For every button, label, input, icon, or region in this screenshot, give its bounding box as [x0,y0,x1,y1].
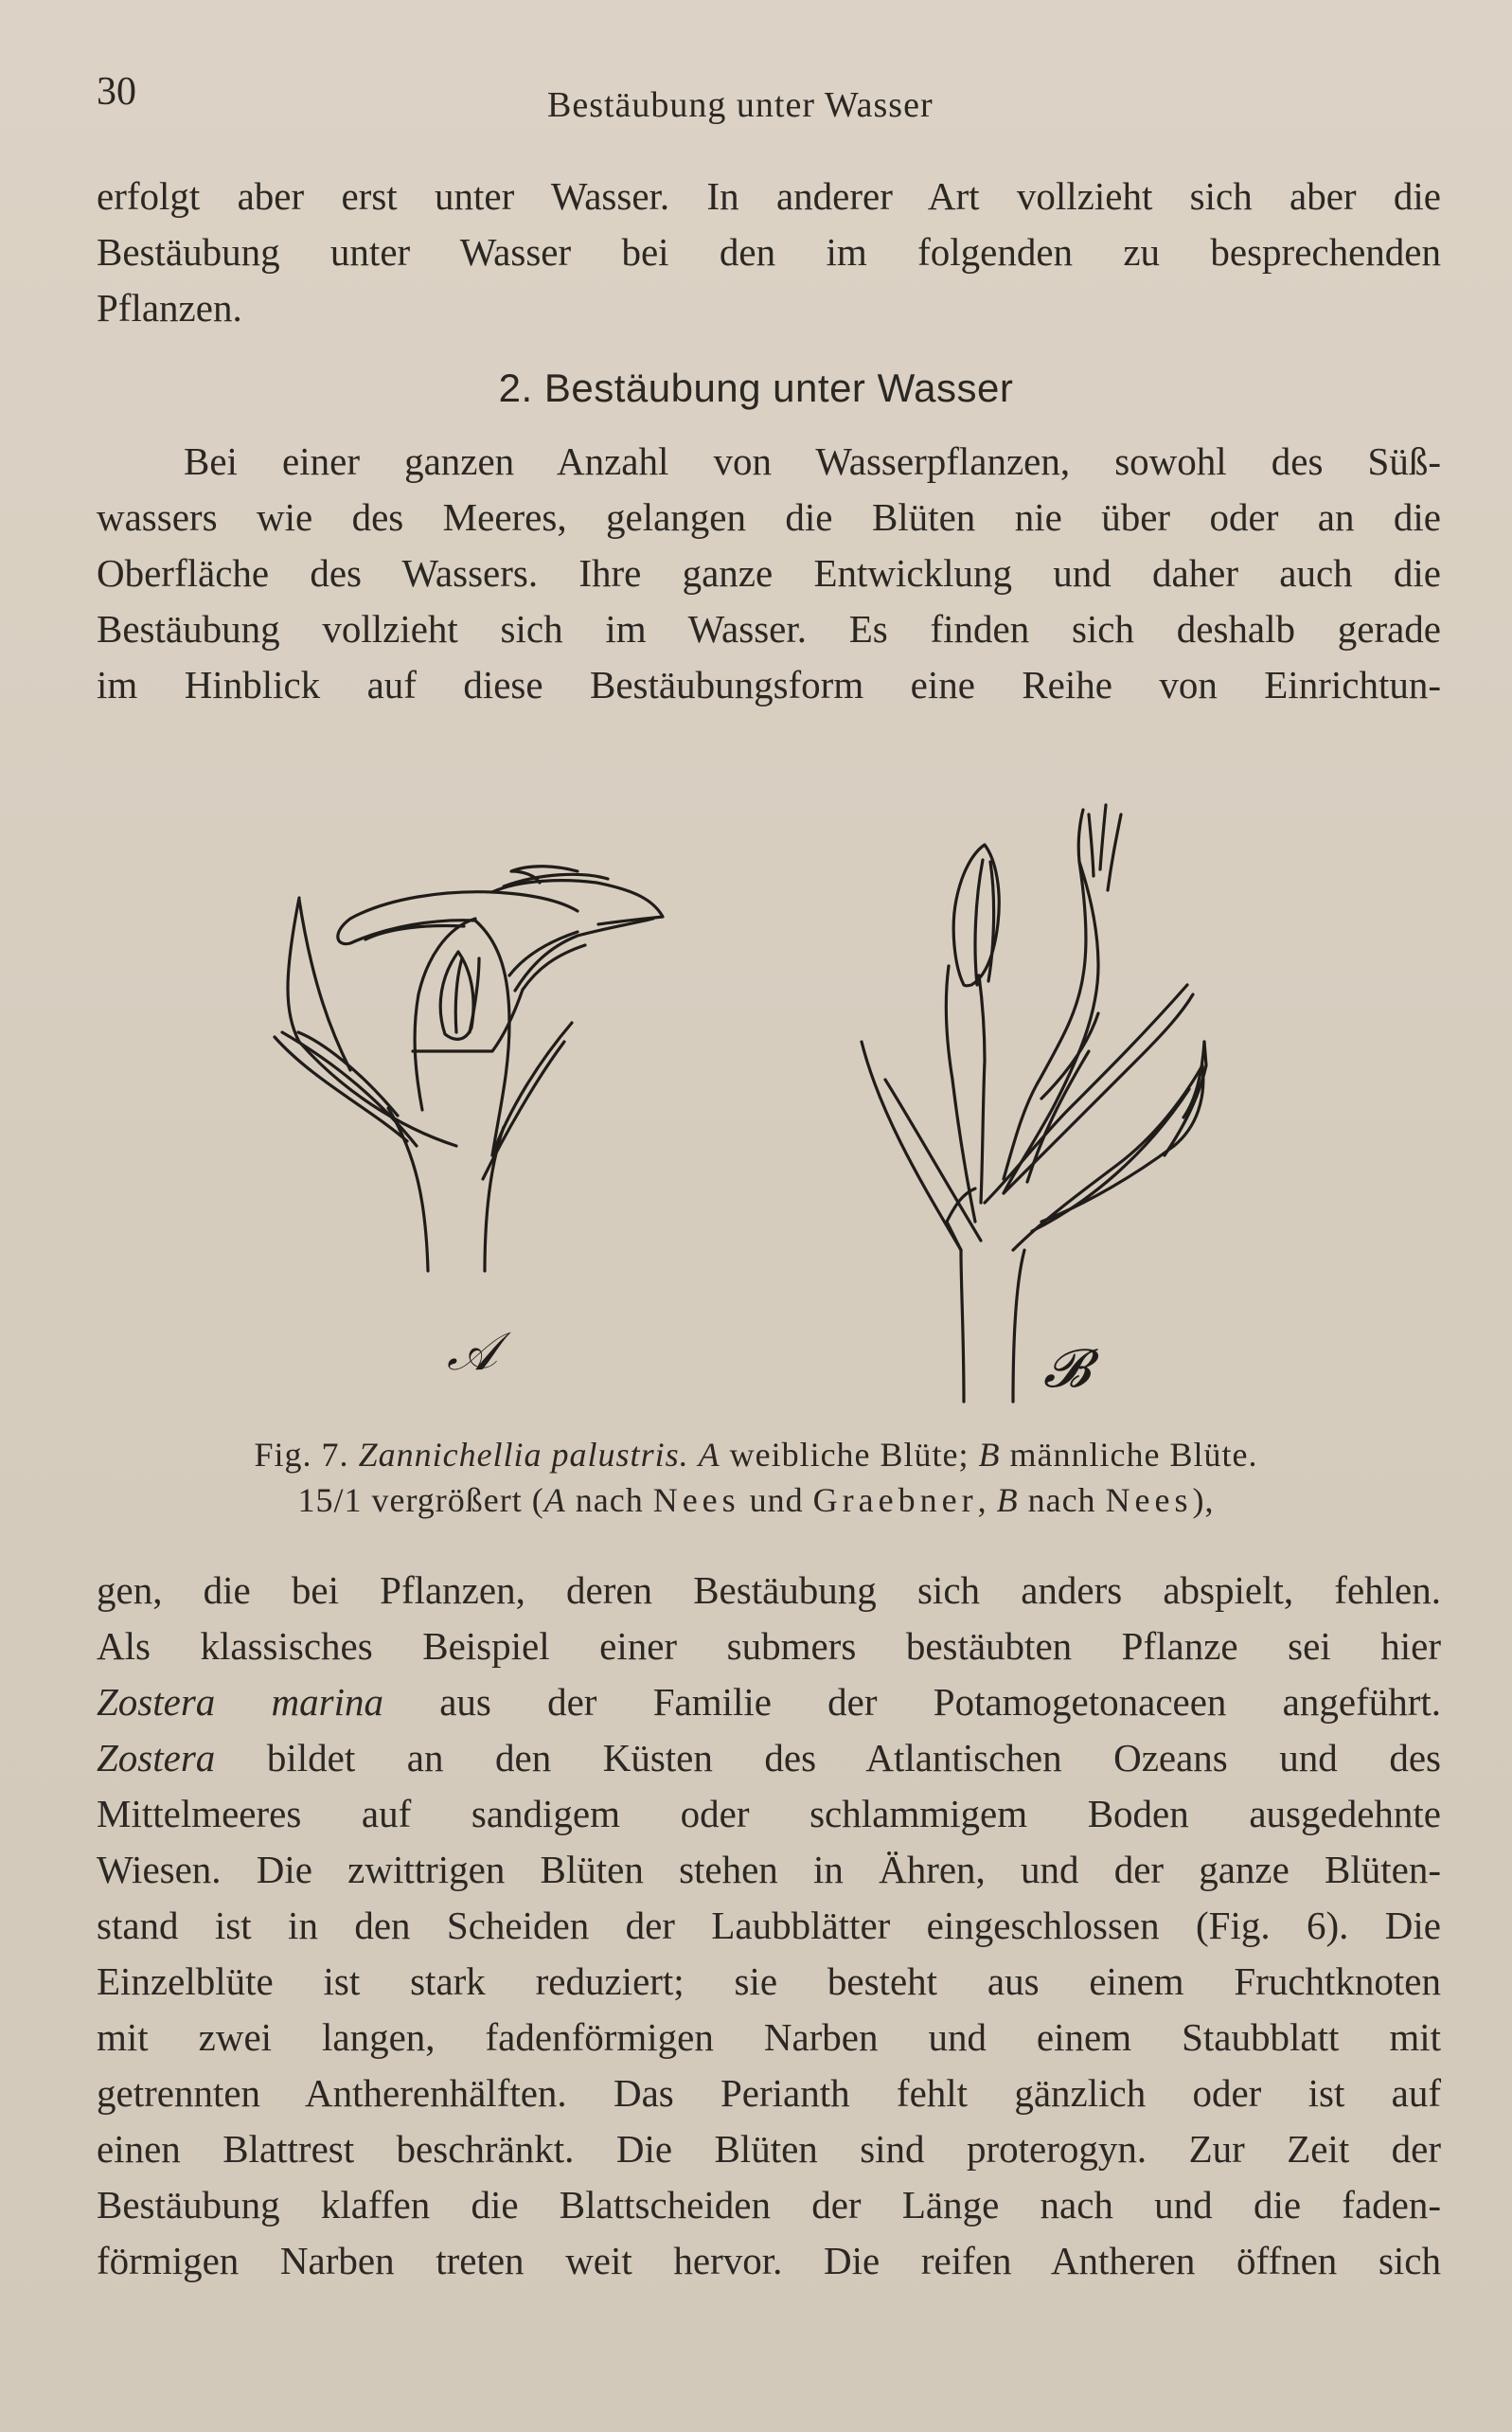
figure-label-b: 𝓑 [1043,1338,1091,1400]
caption-text: , [977,1481,997,1519]
text-line [97,1730,1441,1786]
text-span: bildet an den Küsten des Atlantischen Ozeans und des [215,1736,1441,1779]
text-line: Als klassisches Beispiel einer submers bestäubten Pflanze sei hier [97,1624,1441,1668]
text-line: einen Blattrest beschränkt. Die Blüten sind proterogyn. Zur Zeit der [97,2127,1441,2171]
text-line [97,1674,1441,1730]
text-line: stand ist in den Scheiden der Laubblätter eingeschlossen (Fig. 6). Die [97,1904,1441,1947]
running-head: Bestäubung unter Wasser [547,85,934,125]
caption-author: Graebner [812,1481,978,1519]
page-number: 30 [97,70,136,114]
text-line: Wiesen. Die zwittrigen Blüten stehen in Ähren, und der ganze Blüten- [97,1848,1441,1891]
text-line: getrennten Antherenhälften. Das Perianth fehlt gänzlich oder ist auf [97,2071,1441,2115]
text-line: förmigen Narben treten weit hervor. Die reifen Antheren öffnen sich [97,2239,1441,2282]
text-line: Bestäubung vollzieht sich im Wasser. Es finden sich deshalb gerade [97,607,1441,651]
caption-text: 15/1 vergrößert ( [297,1481,544,1519]
caption-author: Nees [652,1481,740,1519]
intro-paragraph [97,169,1441,336]
caption-letter-a: A [698,1436,720,1474]
caption-letter-a: A [543,1481,566,1519]
caption-species: Zannichellia palustris. [358,1436,689,1474]
caption-text: nach [1018,1481,1106,1519]
caption-line-1 [0,1432,1512,1477]
text-line: wassers wie des Meeres, gelangen die Blüten nie über oder an die [97,495,1441,539]
figure-label-a: 𝒜 [447,1321,497,1383]
drawing-b-male-flower [862,805,1206,1402]
text-line: erfolgt aber erst unter Wasser. In anderer Art vollzieht sich aber die [97,174,1441,218]
caption-author: Nees [1105,1481,1193,1519]
text-line: Mittelmeeres auf sandigem oder schlammigem Boden ausgedehnte [97,1792,1441,1835]
caption-text: ), [1192,1481,1215,1519]
text-line: Bestäubung unter Wasser bei den im folgenden zu besprechenden [97,230,1441,274]
caption-b-text: männliche Blüte. [1009,1436,1258,1474]
section-heading: 2. Bestäubung unter Wasser [498,366,1014,410]
text-line: Oberfläche des Wassers. Ihre ganze Entwicklung und daher auch die [97,551,1441,595]
text-line: gen, die bei Pflanzen, deren Bestäubung sich anders abspielt, fehlen. [97,1568,1441,1612]
figure-7 [256,758,1297,1421]
caption-line-2 [0,1477,1512,1523]
text-line: mit zwei langen, fadenförmigen Narben und einem Staubblatt mit [97,2015,1441,2059]
caption-text: und [739,1481,813,1519]
text-line: Bei einer ganzen Anzahl von Wasserpflanzen, sowohl des Süß- [184,439,1441,483]
text-span: aus der Familie der Potamogetonaceen angeführt. [383,1680,1442,1724]
caption-text: nach [565,1481,653,1519]
paragraph-1 [97,434,1441,713]
species-name: Zostera marina [97,1680,383,1724]
caption-letter-b: B [978,1436,1001,1474]
species-name: Zostera [97,1736,216,1779]
text-line: Einzelblüte ist stark reduziert; sie besteht aus einem Fruchtknoten [97,1959,1441,2003]
caption-a-text: weibliche Blüte; [729,1436,969,1474]
caption-fig-number: Fig. 7. [254,1436,349,1474]
drawing-a-female-flower [275,867,663,1271]
paragraph-2 [97,1563,1441,2289]
figure-caption [0,1432,1512,1523]
text-line: im Hinblick auf diese Bestäubungsform eine Reihe von Einrichtun- [97,663,1441,706]
caption-letter-b: B [996,1481,1019,1519]
text-line: Pflanzen. [97,286,242,330]
text-line: Bestäubung klaffen die Blattscheiden der Länge nach und die faden- [97,2183,1441,2226]
